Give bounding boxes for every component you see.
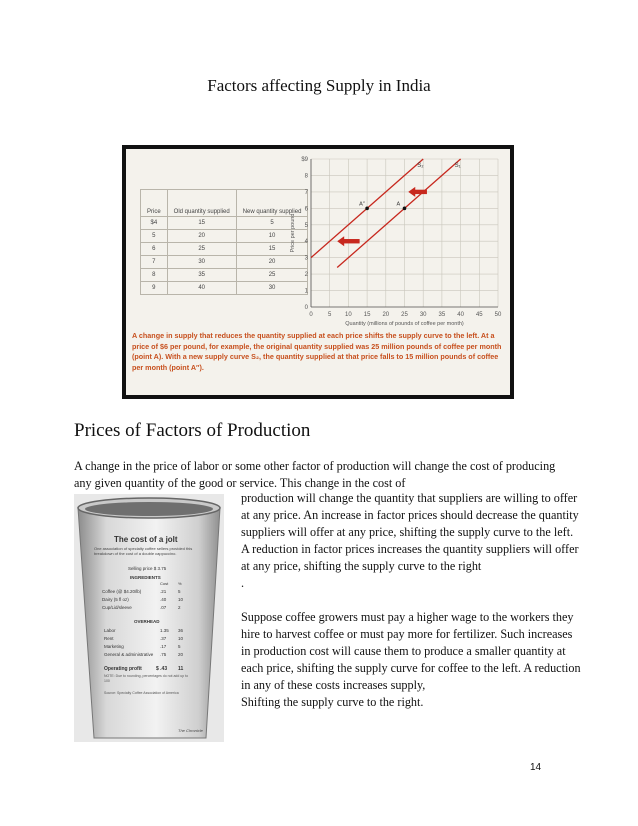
overhead-cost: .37 <box>160 636 167 641</box>
x-tick-label: 10 <box>345 312 352 318</box>
y-tick-label: 3 <box>304 255 308 262</box>
cup-selling-price: Selling price $ 3.75 <box>128 566 167 571</box>
table-cell: 25 <box>167 243 236 256</box>
overhead-name: General & administrative <box>104 652 154 657</box>
cup-source: Source: Specialty Coffee Association of America <box>104 691 179 695</box>
y-tick-label: 7 <box>304 189 308 196</box>
overhead-percent: 5 <box>178 644 181 649</box>
table-cell: 20 <box>236 256 308 269</box>
y-tick-label: 2 <box>304 272 308 279</box>
side-text-block <box>241 490 581 711</box>
supply-curve-label: S₂ <box>417 163 424 169</box>
cost-column-label: Cost <box>160 581 169 586</box>
table-cell: 7 <box>141 256 168 269</box>
paragraph-period: . <box>241 576 245 590</box>
overhead-name: Marketing <box>104 644 124 649</box>
page-number: 14 <box>530 762 542 773</box>
table-cell: 30 <box>236 282 308 295</box>
profit-label: Operating profit <box>104 666 142 672</box>
overhead-percent: 36 <box>178 628 184 633</box>
ingredient-name: Cup/Lid/sleeve <box>102 605 132 610</box>
ingredient-percent: 10 <box>178 597 184 602</box>
table-row <box>141 269 308 282</box>
data-point <box>365 207 369 211</box>
table-header: Old quantity supplied <box>167 190 236 217</box>
profit-cost: $ .43 <box>156 666 168 672</box>
section-heading: Prices of Factors of Production <box>74 420 311 441</box>
data-point-label: A <box>396 201 401 208</box>
shift-arrow-head <box>337 236 344 246</box>
table-cell: 20 <box>167 230 236 243</box>
y-tick-label: 4 <box>304 239 308 246</box>
x-axis-label: Quantity (millions of pounds of coffee per month) <box>345 321 464 327</box>
table-cell: 5 <box>141 230 168 243</box>
overhead-cost: .75 <box>160 652 167 657</box>
coffee-cup-image <box>74 494 224 742</box>
overhead-percent: 20 <box>178 652 184 657</box>
overhead-heading: OVERHEAD <box>134 619 160 624</box>
shift-arrow-head <box>408 187 415 197</box>
x-tick-label: 40 <box>457 312 464 318</box>
overhead-cost: .17 <box>160 644 167 649</box>
supply-schedule-table <box>140 189 308 295</box>
x-tick-label: 0 <box>309 312 313 318</box>
table-cell: 5 <box>236 217 308 230</box>
x-tick-label: 15 <box>363 312 371 318</box>
x-tick-label: 25 <box>401 312 408 318</box>
ingredient-cost: .21 <box>160 589 167 594</box>
cup-subtitle: One association of specialty coffee sellers provided this breakdown of the cost of a double cappuccino. <box>94 546 193 556</box>
image-credit: The Chronicle <box>178 728 203 733</box>
table-header: Price <box>141 190 168 217</box>
supply-shift-figure <box>122 145 514 399</box>
table-cell: 10 <box>236 230 308 243</box>
ingredient-cost: .40 <box>160 597 167 602</box>
x-tick-label: 20 <box>382 312 390 318</box>
table-cell: $4 <box>141 217 168 230</box>
paragraph-coffee-example: Suppose coffee growers must pay a higher wage to the workers they hire to harvest coffee or must pay more for fertilizer. Such increases in production cost will cause them to produce a smaller quantity at each price, shifting the supply curve for coffee to the left. A reduction in any of these costs increases supply, <box>241 610 581 692</box>
cup-note: NOTE: Due to rounding, percentages do not add up to 100 <box>104 674 189 683</box>
ingredients-heading: INGREDIENTS <box>130 575 161 580</box>
cup-title: The cost of a jolt <box>114 535 178 544</box>
table-header-row <box>141 190 308 217</box>
x-tick-label: 35 <box>438 312 446 318</box>
x-tick-label: 45 <box>475 312 483 318</box>
x-tick-label: 30 <box>419 312 427 318</box>
table-cell: 15 <box>236 243 308 256</box>
shift-arrow-shaft <box>413 190 427 194</box>
y-tick-label: 8 <box>304 173 308 180</box>
y-tick-label: 6 <box>304 206 308 213</box>
y-tick-label: 1 <box>304 288 308 295</box>
figure-caption: A change in supply that reduces the quantity supplied at each price shifts the supply curve to the left. At a price of $6 per pound, for example, the original quantity supplied was 25 million pounds of coffee per month (point A). With a new supply curve S₂, the quantity supplied at that price falls to 15 million pounds of coffee per month (point A″). <box>132 331 502 372</box>
page-title: Factors affecting Supply in India <box>207 76 431 95</box>
overhead-cost: 1.35 <box>160 628 169 633</box>
table-cell: 15 <box>167 217 236 230</box>
table-row <box>141 217 308 230</box>
table-row <box>141 256 308 269</box>
y-tick-label: $9 <box>301 157 308 163</box>
table-cell: 8 <box>141 269 168 282</box>
table-header: New quantity supplied <box>236 190 308 217</box>
supply-curve-label: S₁ <box>454 163 461 169</box>
x-tick-label: 5 <box>328 312 332 318</box>
supply-curve-chart <box>286 149 511 327</box>
x-tick-label: 50 <box>494 312 502 318</box>
overhead-percent: 10 <box>178 636 184 641</box>
y-tick-label: 5 <box>304 222 308 229</box>
table-cell: 25 <box>236 269 308 282</box>
data-point-label: A″ <box>359 201 365 208</box>
y-tick-label: 0 <box>304 305 308 311</box>
ingredient-name: Coffee (@ $4.20/lb) <box>102 589 142 594</box>
profit-percent: 11 <box>178 666 184 672</box>
table-row <box>141 282 308 295</box>
shift-arrow-shaft <box>342 239 359 243</box>
y-axis-label: Price per pound <box>290 213 296 253</box>
table-cell: 6 <box>141 243 168 256</box>
intro-paragraph: A change in the price of labor or some other factor of production will change the cost of producing any given quantity of the good or service. This change in the cost of <box>74 459 556 490</box>
overhead-name: Rent <box>104 636 114 641</box>
ingredient-cost: .07 <box>160 605 167 610</box>
paragraph-last-line: Shifting the supply curve to the right. <box>241 695 424 709</box>
ingredient-name: Dairy (5 fl oz) <box>102 597 129 602</box>
paragraph-factor-prices: production will change the quantity that suppliers are willing to offer at any price. An increase in factor prices should decrease the quantity suppliers will offer at any price, shifting the supply curve to the left. A reduction in factor prices increases the quantity suppliers will offer at any price, shifting the supply curve to the right <box>241 491 579 573</box>
percent-column-label: % <box>178 581 182 586</box>
table-row <box>141 230 308 243</box>
ingredient-percent: 2 <box>178 605 181 610</box>
table-row <box>141 243 308 256</box>
table-cell: 40 <box>167 282 236 295</box>
overhead-name: Labor <box>104 628 116 633</box>
data-point <box>403 207 407 211</box>
table-cell: 30 <box>167 256 236 269</box>
ingredient-percent: 5 <box>178 589 181 594</box>
table-cell: 35 <box>167 269 236 282</box>
table-cell: 9 <box>141 282 168 295</box>
